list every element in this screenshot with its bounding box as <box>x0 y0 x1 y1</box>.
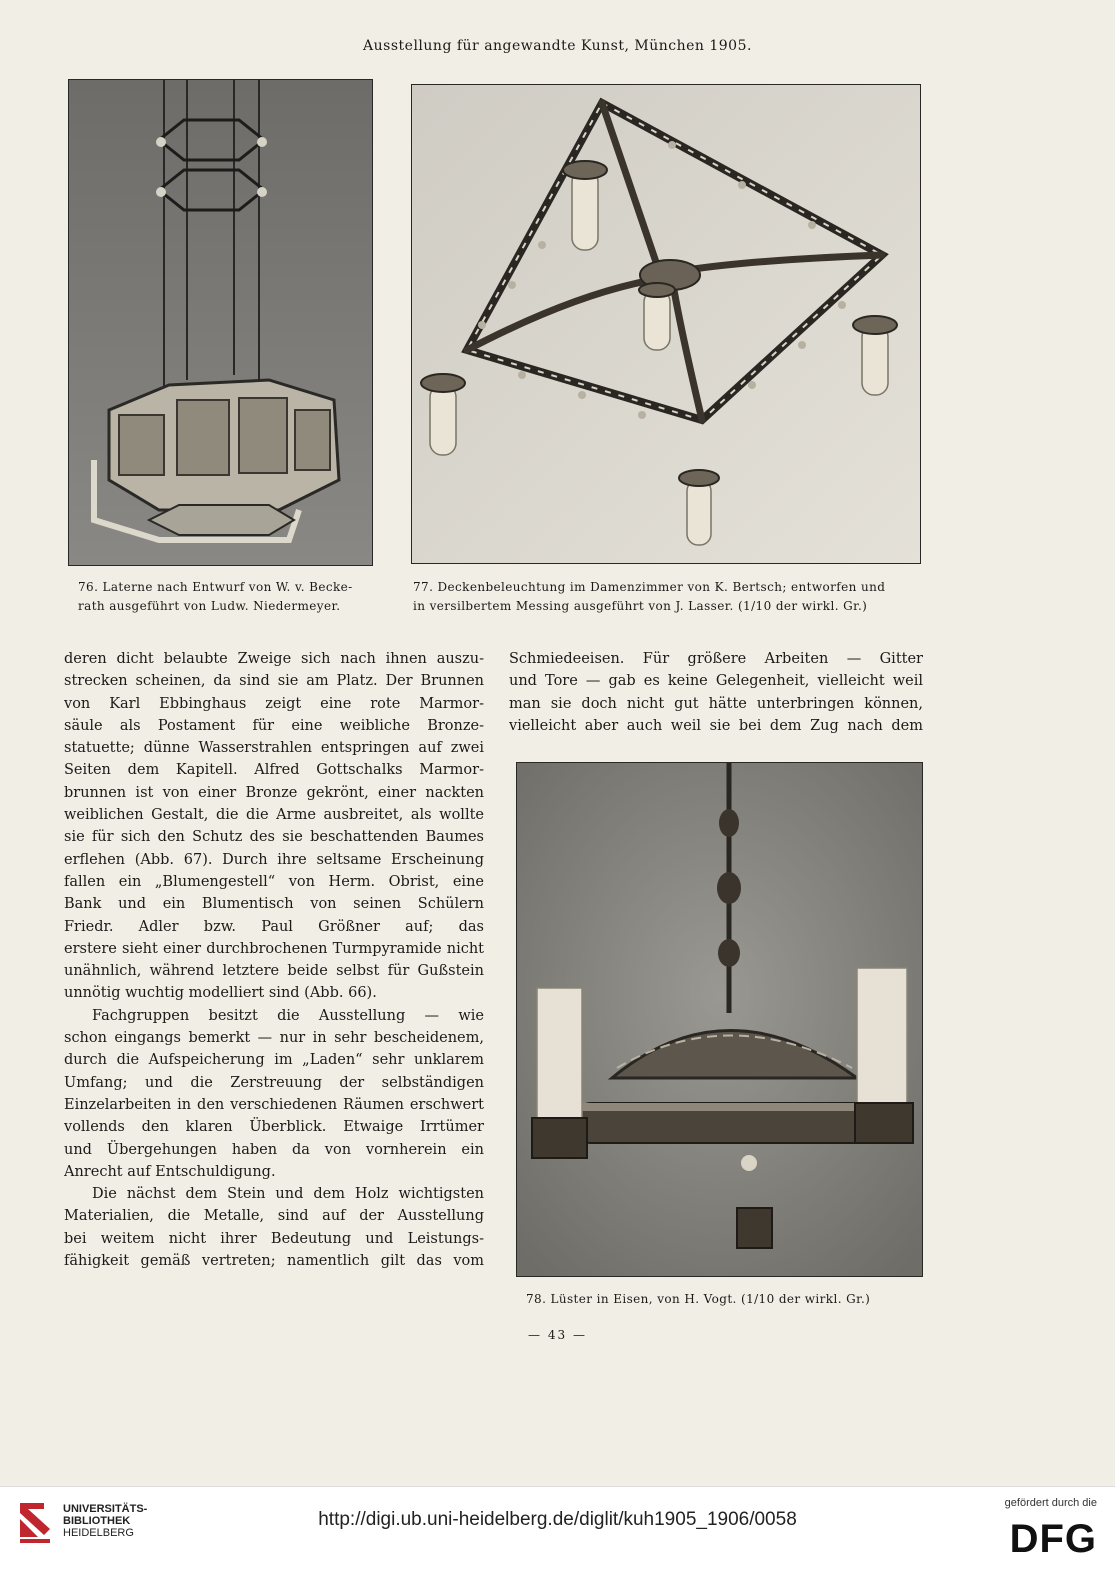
text-line: strecken scheinen, da sind sie am Platz. Der Brunnen <box>64 673 484 690</box>
text-line: sie für sich den Schutz des sie beschattenden Baumes <box>64 829 484 846</box>
text-line: Friedr. Adler bzw. Paul Größner auf; das <box>64 918 484 935</box>
text-line: man sie doch nicht gut hätte unterbringen können, <box>509 695 923 712</box>
text-line: Seiten dem Kapitell. Alfred Gottschalks Marmor- <box>64 762 484 779</box>
text-line: Materialien, die Metalle, sind auf der Ausstellung <box>64 1208 484 1225</box>
text-line: unähnlich, während letztere beide selbst für Gußstein <box>64 963 484 980</box>
text-line: Fachgruppen besitzt die Ausstellung — wie <box>92 1007 484 1024</box>
text-line: vielleicht aber auch weil sie bei dem Zug nach dem <box>509 717 923 734</box>
figure-77-ceiling-light-photo <box>411 84 921 564</box>
caption-line: rath ausgeführt von Ludw. Niedermeyer. <box>78 599 341 613</box>
digitization-footer <box>0 1486 1115 1573</box>
text-line: Die nächst dem Stein und dem Holz wichtigsten <box>92 1186 484 1203</box>
caption-line: in versilbertem Messing ausgeführt von J. Lasser. (1/10 der wirkl. Gr.) <box>413 599 868 613</box>
text-line: unnötig wuchtig modelliert sind (Abb. 66). <box>64 985 377 1002</box>
source-url-link[interactable]: http://digi.ub.uni-heidelberg.de/diglit/kuh1905_1906/0058 <box>318 1509 797 1530</box>
figure-77-caption <box>413 578 933 616</box>
text-line: brunnen ist von einer Bronze gekrönt, einer nackten <box>64 784 484 801</box>
running-head: Ausstellung für angewandte Kunst, München 1905. <box>363 38 752 54</box>
caption-line: 78. Lüster in Eisen, von H. Vogt. (1/10 der wirkl. Gr.) <box>526 1292 871 1306</box>
library-line: BIBLIOTHEK <box>63 1515 131 1527</box>
text-line: erstere sieht einer durchbrochenen Turmpyramide nicht <box>64 940 484 957</box>
text-line: Umfang; und die Zerstreuung der selbständigen <box>64 1074 484 1091</box>
figure-76-caption <box>78 578 378 616</box>
text-line: Anrecht auf Entschuldigung. <box>64 1163 276 1180</box>
text-line: säule als Postament für eine weibliche Bronze- <box>64 717 484 734</box>
text-line: fallen ein „Blumengestell“ von Herm. Obrist, eine <box>64 873 484 890</box>
funded-by-label: gefördert durch die <box>1004 1497 1097 1509</box>
figure-78-caption <box>526 1290 926 1309</box>
text-line: von Karl Ebbinghaus zeigt eine rote Marmor- <box>64 695 484 712</box>
text-line: bei weitem nicht ihrer Bedeutung und Leistungs- <box>64 1230 484 1247</box>
text-line: Schmiedeeisen. Für größere Arbeiten — Gitter <box>509 651 923 667</box>
text-line: statuette; dünne Wasserstrahlen entspringen auf zwei <box>64 740 484 757</box>
body-text-right-column <box>509 648 923 737</box>
text-line: deren dicht belaubte Zweige sich nach ihnen auszu- <box>64 651 484 667</box>
text-line: fähigkeit gemäß vertreten; namentlich gilt das vom <box>64 1253 484 1270</box>
library-line: UNIVERSITÄTS- <box>63 1503 148 1515</box>
caption-line: 76. Laterne nach Entwurf von W. v. Becke- <box>78 580 353 594</box>
text-line: Einzelarbeiten in den verschiedenen Räumen erschwert <box>64 1096 484 1113</box>
text-line: vollends den klaren Überblick. Etwaige Irrtümer <box>64 1119 484 1136</box>
figure-78-iron-chandelier-photo <box>516 762 923 1277</box>
caption-line: 77. Deckenbeleuchtung im Damenzimmer von K. Bertsch; entworfen und <box>413 580 886 594</box>
library-line: HEIDELBERG <box>63 1527 134 1539</box>
text-line: erflehen (Abb. 67). Durch ihre seltsame Erscheinung <box>64 851 484 868</box>
text-line: weiblichen Gestalt, die die Arme ausbreitet, als wollte <box>64 807 484 824</box>
text-line: und Tore — gab es keine Gelegenheit, vielleicht weil <box>509 673 923 690</box>
text-line: durch die Aufspeicherung im „Laden“ sehr unklarem <box>64 1052 484 1069</box>
text-line: schon eingangs bemerkt — nur in sehr bescheidenem, <box>64 1030 484 1047</box>
dfg-logo: DFG <box>1009 1517 1097 1561</box>
figure-76-lantern-photo <box>68 79 373 566</box>
text-line: Bank und ein Blumentisch von seinen Schülern <box>64 896 484 913</box>
body-text-left-column <box>64 648 484 1272</box>
page-number: — 43 — <box>528 1328 587 1342</box>
text-line: und Übergehungen haben da von vornherein ein <box>64 1141 484 1158</box>
